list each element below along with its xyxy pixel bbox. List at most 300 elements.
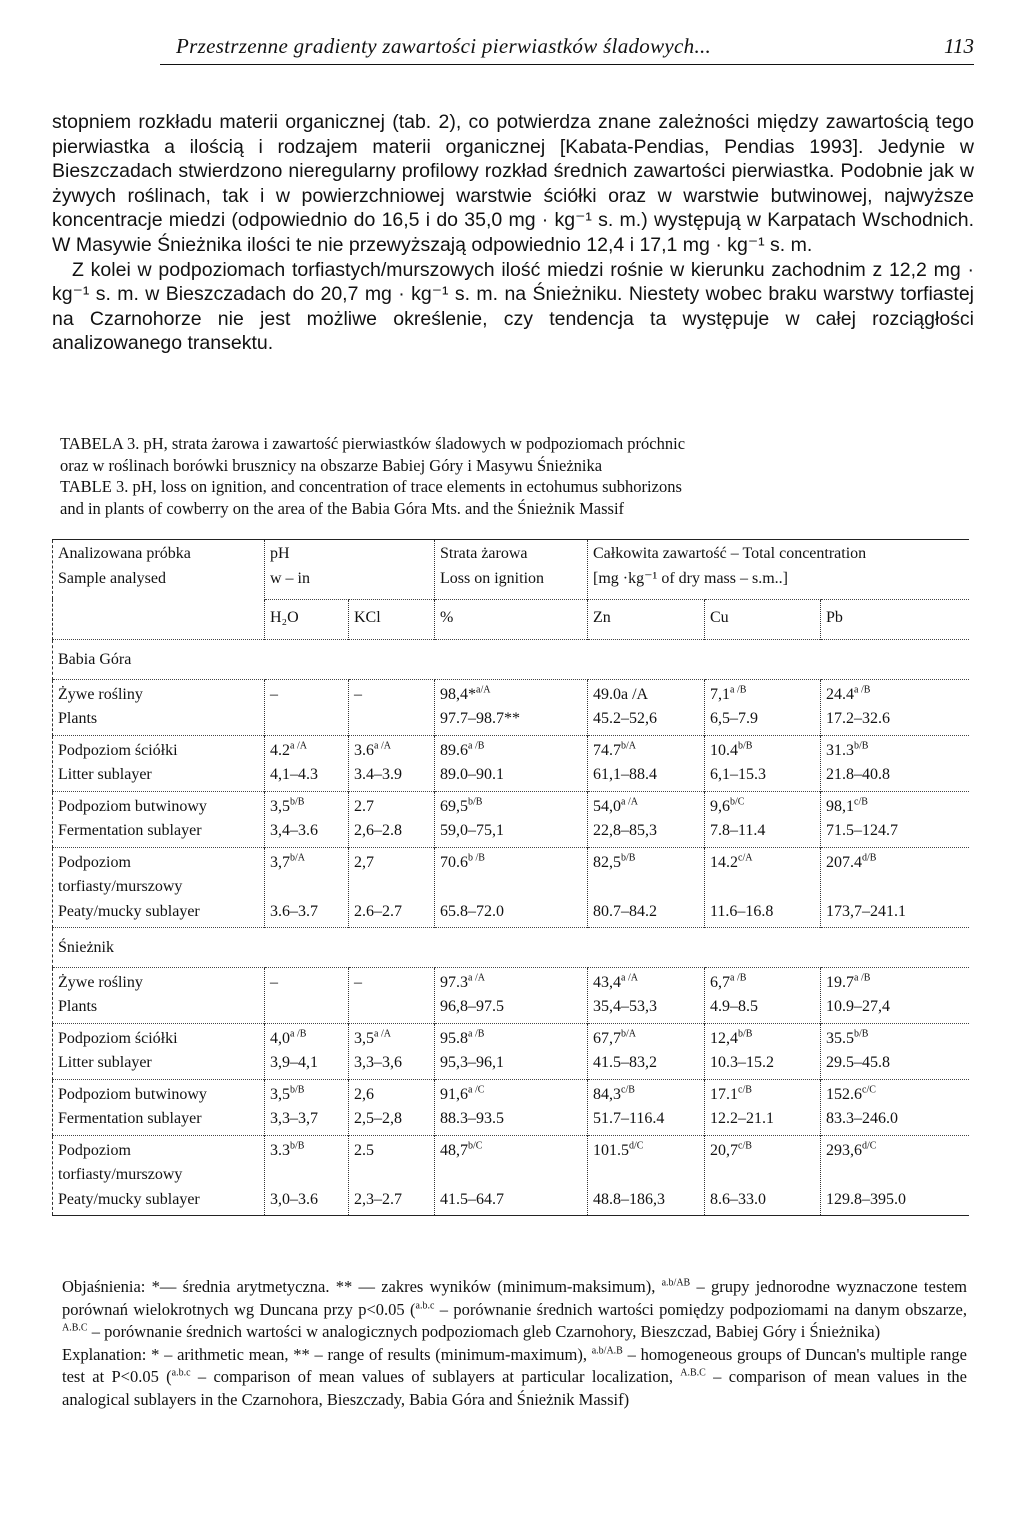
cell-h2o-mean-value: – [270, 685, 278, 703]
header-ph-sub: w – in [270, 569, 310, 587]
cell-kcl-mean-value: – [354, 685, 362, 703]
cell-loss-range: 95,3–96,1 [440, 1054, 504, 1071]
cell-zn-mean-value: 84,3 [593, 1085, 621, 1103]
cell-cu-mean-value: 12,4 [710, 1029, 738, 1047]
table-footnotes [62, 1276, 967, 1411]
cell-loss-mean-value: 98,4* [440, 685, 476, 703]
cell-pb [821, 791, 969, 847]
cell-cu [705, 967, 821, 1023]
cell-loss [435, 679, 588, 735]
cell-kcl [349, 1135, 435, 1216]
cell-loss-range: 96,8–97.5 [440, 998, 504, 1015]
sample-label-line: Podpoziom butwinowy [58, 1085, 207, 1103]
cell-cu-range: 6,1–15.3 [710, 766, 766, 783]
cell-loss-range: 41.5–64.7 [440, 1190, 504, 1208]
cell-pb-range: 71.5–124.7 [826, 822, 898, 839]
header-total-line-2: [mg ·kg⁻¹ of dry mass – s.m..] [593, 569, 788, 587]
cell-h2o-mean-group: b/A [290, 852, 305, 864]
sample-label-line: Podpoziom ściółki [58, 1029, 178, 1047]
cell-loss-mean-value: 97.3 [440, 973, 468, 991]
header-sample-pl: Analizowana próbka [58, 545, 191, 562]
cell-h2o-mean [270, 795, 343, 820]
footnote-pl-sup-3: A.B.C [62, 1322, 88, 1334]
header-sample [53, 540, 265, 600]
cell-zn-mean [593, 851, 699, 876]
cell-zn-range: 61,1–88.4 [593, 766, 657, 783]
cell-kcl-mean [354, 1139, 429, 1164]
cell-kcl-mean [354, 971, 429, 996]
cell-pb [821, 1135, 969, 1216]
cell-h2o-mean [270, 851, 343, 876]
cell-kcl-mean-value: 3,5 [354, 1029, 374, 1047]
table-row [53, 1135, 969, 1216]
cell-cu-range: 10.3–15.2 [710, 1054, 774, 1071]
header-loss-pl: Strata żarowa [440, 545, 528, 562]
cell-loss [435, 1079, 588, 1135]
cell-kcl-mean-group: a /A [374, 1028, 391, 1040]
cell-zn-mean-group: b/A [621, 1028, 636, 1040]
cell-loss-mean [440, 683, 582, 708]
header-pb: Pb [821, 599, 969, 640]
footnote-pl [62, 1276, 967, 1344]
cell-pb-range: 10.9–27,4 [826, 998, 890, 1015]
header-h2o: H₂O [265, 599, 349, 640]
footnote-pl-text-4: – porównanie średnich wartości w analogicznych podpoziomach gleb Czarnohory, Bieszczad, Babiej Góry i Śnieżnika) [87, 1322, 881, 1341]
sample-label [53, 1079, 265, 1135]
sample-label [53, 791, 265, 847]
cell-kcl-mean-value: 2,6 [354, 1085, 374, 1103]
cell-loss [435, 847, 588, 928]
cell-loss-mean-value: 48,7 [440, 1141, 468, 1159]
sample-label-line: Żywe rośliny [58, 973, 143, 991]
cell-loss-range: 59,0–75,1 [440, 822, 504, 839]
cell-zn-mean-group: c/B [621, 1084, 635, 1096]
cell-pb-mean-group: b/B [854, 740, 869, 752]
cell-cu [705, 1135, 821, 1216]
body-paragraph-2: Z kolei w podpoziomach torfiastych/murszowych ilość miedzi rośnie w kierunku zachodnim z 12,2 mg · kg⁻¹ s. m. w Bieszczadach do 20,7 mg · kg⁻¹ s. m. na Śnieżniku. Niestety wobec braku warstwy torfiastej na Czarnohorze nie jest możliwe określenie, czy tendencja ta występuje w całej rozciągłości analizowanego transektu. [52, 258, 974, 355]
cell-cu [705, 847, 821, 928]
header-loss [435, 540, 588, 600]
page-number: 113 [944, 34, 974, 58]
region-row-sniez [53, 928, 969, 968]
cell-cu-range: 8.6–33.0 [710, 1190, 766, 1208]
header-sample-en: Sample analysed [58, 569, 166, 587]
caption-en-line-2: and in plants of cowberry on the area of the Babia Góra Mts. and the Śnieżnik Massif [60, 498, 625, 518]
data-table-wrap [52, 539, 968, 1216]
footnote-en-text-1: Explanation: * – arithmetic mean, ** – range of results (minimum-maximum), [62, 1344, 592, 1364]
cell-cu-mean-group: b/B [738, 1028, 753, 1040]
cell-h2o-mean-value: 3.3 [270, 1141, 290, 1159]
cell-cu-mean [710, 851, 815, 876]
cell-h2o [265, 735, 349, 791]
sample-label-line: Peaty/mucky sublayer [58, 1190, 200, 1208]
header-kcl: KCl [349, 599, 435, 640]
body-text [52, 110, 974, 356]
cell-cu-mean [710, 1139, 815, 1164]
cell-pb-mean [826, 795, 964, 820]
header-pct: % [435, 599, 588, 640]
cell-kcl [349, 1023, 435, 1079]
cell-kcl [349, 1079, 435, 1135]
caption-pl-line-2: oraz w roślinach borówki brusznicy na obszarze Babiej Góry i Masywu Śnieżnika [60, 455, 603, 475]
cell-h2o-range: 3,4–3.6 [270, 822, 318, 839]
cell-kcl [349, 735, 435, 791]
cell-h2o-mean [270, 1083, 343, 1108]
cell-loss-range: 97.7–98.7** [440, 710, 520, 727]
cell-h2o-mean [270, 739, 343, 764]
cell-kcl-range: 3,3–3,6 [354, 1054, 402, 1071]
cell-zn-mean-value: 82,5 [593, 853, 621, 871]
cell-h2o-range: 3,0–3.6 [270, 1190, 318, 1208]
sample-label [53, 847, 265, 928]
cell-pb-range: 129.8–395.0 [826, 1190, 906, 1208]
cell-h2o-mean-value: 3,5 [270, 797, 290, 815]
cell-loss-range: 65.8–72.0 [440, 902, 504, 920]
cell-loss-mean [440, 739, 582, 764]
cell-cu-mean-group: c/A [738, 852, 753, 864]
cell-cu-mean [710, 795, 815, 820]
cell-loss-range: 88.3–93.5 [440, 1110, 504, 1127]
cell-zn-mean-value: 101.5 [593, 1141, 629, 1159]
cell-h2o-range: 3,9–4,1 [270, 1054, 318, 1071]
sample-label [53, 679, 265, 735]
sample-label-line: Peaty/mucky sublayer [58, 902, 200, 920]
cell-kcl-range: 2,5–2,8 [354, 1110, 402, 1127]
cell-h2o-mean [270, 1139, 343, 1164]
cell-h2o-range: 3,3–3,7 [270, 1110, 318, 1127]
cell-cu-mean-group: c/B [738, 1084, 752, 1096]
cell-h2o-mean-value: – [270, 973, 278, 991]
cell-kcl-mean [354, 739, 429, 764]
cell-loss-mean-value: 70.6 [440, 853, 468, 871]
sample-label [53, 735, 265, 791]
cell-cu-mean-value: 20,7 [710, 1141, 738, 1159]
cell-kcl [349, 679, 435, 735]
cell-h2o-mean-group: b/B [290, 1084, 305, 1096]
sample-label-line: torfiasty/murszowy [58, 1166, 183, 1183]
cell-loss-mean-group: a/A [476, 684, 491, 696]
cell-kcl-mean [354, 851, 429, 876]
cell-pb-mean [826, 1083, 964, 1108]
table-row [53, 735, 969, 791]
cell-loss-mean-value: 69,5 [440, 797, 468, 815]
cell-pb-mean-group: a /B [854, 684, 871, 696]
cell-pb-mean-group: c/B [854, 796, 868, 808]
cell-h2o-mean-group: a /A [290, 740, 307, 752]
sample-label-line: Fermentation sublayer [58, 1110, 202, 1127]
table-row [53, 967, 969, 1023]
cell-zn-mean [593, 1027, 699, 1052]
header-ph [265, 540, 435, 600]
sample-label-line: Podpoziom butwinowy [58, 797, 207, 815]
header-total [588, 540, 969, 600]
sample-label-line: torfiasty/murszowy [58, 878, 183, 895]
cell-loss-mean [440, 1027, 582, 1052]
cell-pb-mean [826, 739, 964, 764]
cell-zn-mean-group: a /A [621, 972, 638, 984]
cell-loss [435, 735, 588, 791]
cell-zn-mean [593, 971, 699, 996]
header-row-1 [53, 540, 969, 600]
cell-loss-mean-group: b/C [468, 1140, 483, 1152]
cell-loss-range: 89.0–90.1 [440, 766, 504, 783]
table-row [53, 1023, 969, 1079]
cell-pb-range: 17.2–32.6 [826, 710, 890, 727]
cell-h2o [265, 1079, 349, 1135]
body-paragraph-1: stopniem rozkładu materii organicznej (tab. 2), co potwierdza znane zależności między zawartością tego pierwiastka a ilością i rodzajem materii organicznej [Kabata-Pendias, Pendias 1993]. Jedynie w Bieszczadach stwierdzono nieregularny profilowy rozkład średnich zawartości pierwiastka. Podobnie jak w żywych roślinach, tak i w powierzchniowej warstwie ściółki oraz w warstwie butwinowej, najwyższe koncentracje miedzi (odpowiednio do 16,5 i do 35,0 mg · kg⁻¹ s. m.) występują w Karpatach Wschodnich. W Masywie Śnieżnika ilości te nie przewyższają odpowiednio 12,4 i 17,1 mg · kg⁻¹ s. m. [52, 111, 974, 256]
cell-kcl-range: 2,6–2.8 [354, 822, 402, 839]
cell-kcl-mean [354, 1083, 429, 1108]
table-row [53, 1079, 969, 1135]
cell-loss-mean [440, 1083, 582, 1108]
footnote-pl-text-1: Objaśnienia: *— średnia arytmetyczna. ** — zakres wyników (minimum-maksimum), [62, 1277, 662, 1296]
cell-zn-range: 41.5–83,2 [593, 1054, 657, 1071]
footnote-en-sup-2: a.b.c [171, 1367, 191, 1379]
cell-zn-mean-value: 67,7 [593, 1029, 621, 1047]
cell-loss-mean-group: a /C [468, 1084, 485, 1096]
cell-cu-range: 6,5–7.9 [710, 710, 758, 727]
cell-h2o [265, 967, 349, 1023]
cell-zn-mean-value: 43,4 [593, 973, 621, 991]
sample-label-line: Podpoziom ściółki [58, 741, 178, 759]
footnote-en-text-4: – comparison of mean values in the analogical sublayers in the Czarnohora, Bieszczady, Babia Góra and Śnieżnik Massif) [62, 1367, 967, 1409]
cell-loss-mean-group: b /B [468, 852, 485, 864]
cell-kcl-range: 2,3–2.7 [354, 1190, 402, 1208]
cell-kcl-mean-group: a /A [374, 740, 391, 752]
cell-pb-mean-value: 293,6 [826, 1141, 862, 1159]
cell-pb-mean [826, 971, 964, 996]
cell-kcl [349, 847, 435, 928]
cell-kcl-range: 2.6–2.7 [354, 902, 402, 920]
footnote-en-sup-3: A.B.C [680, 1367, 706, 1379]
cell-loss-mean [440, 971, 582, 996]
cell-loss-mean-value: 89.6 [440, 741, 468, 759]
cell-pb [821, 1023, 969, 1079]
cell-pb-range: 173,7–241.1 [826, 902, 906, 920]
cell-h2o-mean-group: b/B [290, 796, 305, 808]
cell-h2o-mean-value: 4,0 [270, 1029, 290, 1047]
cell-zn-mean [593, 795, 699, 820]
header-zn: Zn [588, 599, 705, 640]
cell-loss-mean [440, 795, 582, 820]
cell-zn-mean [593, 1139, 699, 1164]
running-title: Przestrzenne gradienty zawartości pierwiastków śladowych... [176, 34, 712, 58]
cell-pb-mean-value: 207.4 [826, 853, 862, 871]
cell-cu-range: 7.8–11.4 [710, 822, 766, 839]
cell-loss [435, 791, 588, 847]
cell-pb-range: 21.8–40.8 [826, 766, 890, 783]
cell-kcl-mean [354, 683, 429, 708]
cell-kcl-mean-value: – [354, 973, 362, 991]
cell-cu-range: 12.2–21.1 [710, 1110, 774, 1127]
cell-h2o [265, 1135, 349, 1216]
footnote-en-text-2: – homogeneous groups of Duncan's multiple range test at P<0.05 ( [62, 1344, 968, 1386]
cell-zn [588, 1023, 705, 1079]
sample-label-line: Plants [58, 998, 98, 1015]
sample-label-line: Litter sublayer [58, 1054, 152, 1071]
cell-loss [435, 967, 588, 1023]
sample-label-line: Żywe rośliny [58, 685, 143, 703]
cell-cu-mean [710, 739, 815, 764]
footnote-pl-sup-1: a.b/AB [661, 1277, 691, 1289]
table-row [53, 791, 969, 847]
cell-kcl-mean [354, 795, 429, 820]
cell-pb-mean [826, 851, 964, 876]
cell-cu-mean [710, 1083, 815, 1108]
cell-loss-mean-group: a /B [468, 740, 485, 752]
cell-zn-mean-group: b/A [621, 740, 636, 752]
footnote-en-text-3: – comparison of mean values of sublayers at particular localization, [190, 1367, 681, 1386]
cell-zn-mean-value: 49.0a /A [593, 685, 649, 703]
cell-zn-mean-group: a /A [621, 796, 638, 808]
cell-pb-mean [826, 683, 964, 708]
region-label: Babia Góra [53, 640, 969, 680]
cell-cu-mean-group: b/B [738, 740, 753, 752]
header-empty [53, 599, 265, 640]
sample-label-line: Litter sublayer [58, 766, 152, 783]
cell-zn [588, 791, 705, 847]
cell-pb [821, 1079, 969, 1135]
header-cu: Cu [705, 599, 821, 640]
cell-zn-range: 51.7–116.4 [593, 1110, 665, 1127]
caption-pl-line-1: TABELA 3. pH, strata żarowa i zawartość pierwiastków śladowych w podpoziomach próchnic [60, 434, 686, 453]
cell-zn-mean-value: 54,0 [593, 797, 621, 815]
sample-label [53, 1023, 265, 1079]
cell-cu-mean-group: a /B [730, 684, 747, 696]
cell-zn [588, 847, 705, 928]
cell-zn [588, 679, 705, 735]
cell-h2o-mean-group: b/B [290, 1140, 305, 1152]
cell-zn-mean-group: d/C [629, 1140, 644, 1152]
cell-cu-mean-group: a /B [730, 972, 747, 984]
cell-loss-mean [440, 1139, 582, 1164]
cell-zn-range: 80.7–84.2 [593, 902, 657, 920]
cell-zn-range: 35,4–53,3 [593, 998, 657, 1015]
cell-cu [705, 735, 821, 791]
cell-cu-mean [710, 971, 815, 996]
cell-pb-mean-group: b/B [854, 1028, 869, 1040]
region-label: Śnieżnik [53, 928, 969, 968]
sample-label [53, 1135, 265, 1216]
table-caption [60, 433, 965, 519]
cell-pb [821, 679, 969, 735]
region-row-babia [53, 640, 969, 680]
header-row-2 [53, 599, 969, 640]
cell-cu-mean-value: 9,6 [710, 797, 730, 815]
cell-cu [705, 679, 821, 735]
footnote-en [62, 1344, 967, 1412]
cell-kcl [349, 967, 435, 1023]
cell-loss [435, 1023, 588, 1079]
footnote-pl-sup-2: a.b.c [415, 1300, 435, 1311]
cell-loss-mean-value: 91,6 [440, 1085, 468, 1103]
cell-h2o-mean-value: 3,7 [270, 853, 290, 871]
cell-cu [705, 791, 821, 847]
cell-loss-mean-group: a /B [468, 1028, 485, 1040]
cell-pb-mean-value: 31.3 [826, 741, 854, 759]
cell-h2o-mean-group: a /B [290, 1028, 307, 1040]
cell-cu-mean-value: 6,7 [710, 973, 730, 991]
cell-zn-range: 48.8–186,3 [593, 1190, 665, 1208]
cell-cu-range: 4.9–8.5 [710, 998, 758, 1015]
cell-zn-range: 22,8–85,3 [593, 822, 657, 839]
data-table [52, 539, 969, 1216]
footnote-pl-text-3: – porównanie średnich wartości pomiędzy podpoziomami na danym obszarze, [434, 1299, 967, 1319]
cell-cu-mean-value: 14.2 [710, 853, 738, 871]
cell-cu-mean-group: c/B [738, 1140, 752, 1152]
cell-h2o-mean [270, 683, 343, 708]
sample-label-line: Podpoziom [58, 1141, 131, 1159]
cell-pb-range: 29.5–45.8 [826, 1054, 890, 1071]
cell-h2o [265, 847, 349, 928]
cell-zn-mean [593, 1083, 699, 1108]
header-ph-label: pH [270, 545, 290, 562]
cell-pb [821, 847, 969, 928]
cell-zn-range: 45.2–52,6 [593, 710, 657, 727]
cell-pb [821, 967, 969, 1023]
cell-loss-mean-group: a /A [468, 972, 485, 984]
cell-zn-mean [593, 739, 699, 764]
cell-cu [705, 1023, 821, 1079]
table-body [53, 540, 969, 1216]
cell-loss-mean-value: 95.8 [440, 1029, 468, 1047]
cell-zn [588, 1135, 705, 1216]
cell-zn [588, 967, 705, 1023]
cell-pb [821, 735, 969, 791]
cell-zn-mean-group: b/B [621, 852, 636, 864]
cell-zn [588, 735, 705, 791]
cell-h2o-mean-value: 3,5 [270, 1085, 290, 1103]
cell-kcl-mean-value: 3.6 [354, 741, 374, 759]
cell-pb-mean [826, 1027, 964, 1052]
cell-h2o [265, 1023, 349, 1079]
sample-label-line: Fermentation sublayer [58, 822, 202, 839]
table-row [53, 679, 969, 735]
cell-pb-mean-value: 35.5 [826, 1029, 854, 1047]
sample-label-line: Plants [58, 710, 98, 727]
sample-label [53, 967, 265, 1023]
cell-kcl [349, 791, 435, 847]
running-header [160, 34, 974, 65]
cell-kcl-mean-value: 2.7 [354, 797, 374, 815]
cell-h2o [265, 791, 349, 847]
cell-cu-mean-value: 7,1 [710, 685, 730, 703]
cell-h2o-mean [270, 1027, 343, 1052]
cell-cu-mean [710, 683, 815, 708]
cell-cu-mean-group: b/C [730, 796, 745, 808]
cell-pb-mean-value: 98,1 [826, 797, 854, 815]
caption-en-line-1: TABLE 3. pH, loss on ignition, and concentration of trace elements in ectohumus subhorizons [60, 477, 682, 496]
cell-cu-mean [710, 1027, 815, 1052]
cell-pb-mean-value: 24.4 [826, 685, 854, 703]
cell-kcl-range: 3.4–3.9 [354, 766, 402, 783]
cell-pb-mean-group: d/C [862, 1140, 877, 1152]
cell-pb-range: 83.3–246.0 [826, 1110, 898, 1127]
cell-h2o-range: 3.6–3.7 [270, 902, 318, 920]
cell-kcl-mean-value: 2,7 [354, 853, 374, 871]
cell-cu-range: 11.6–16.8 [710, 902, 774, 920]
cell-h2o-mean-value: 4.2 [270, 741, 290, 759]
header-total-line-1: Całkowita zawartość – Total concentration [593, 545, 867, 562]
cell-zn-mean [593, 683, 699, 708]
cell-h2o-range: 4,1–4.3 [270, 766, 318, 783]
cell-loss-mean-group: b/B [468, 796, 483, 808]
footnote-en-sup-1: a.b/A.B [591, 1345, 623, 1356]
cell-h2o [265, 679, 349, 735]
cell-loss-mean [440, 851, 582, 876]
cell-kcl-mean-value: 2.5 [354, 1141, 374, 1159]
cell-cu-mean-value: 17.1 [710, 1085, 738, 1103]
